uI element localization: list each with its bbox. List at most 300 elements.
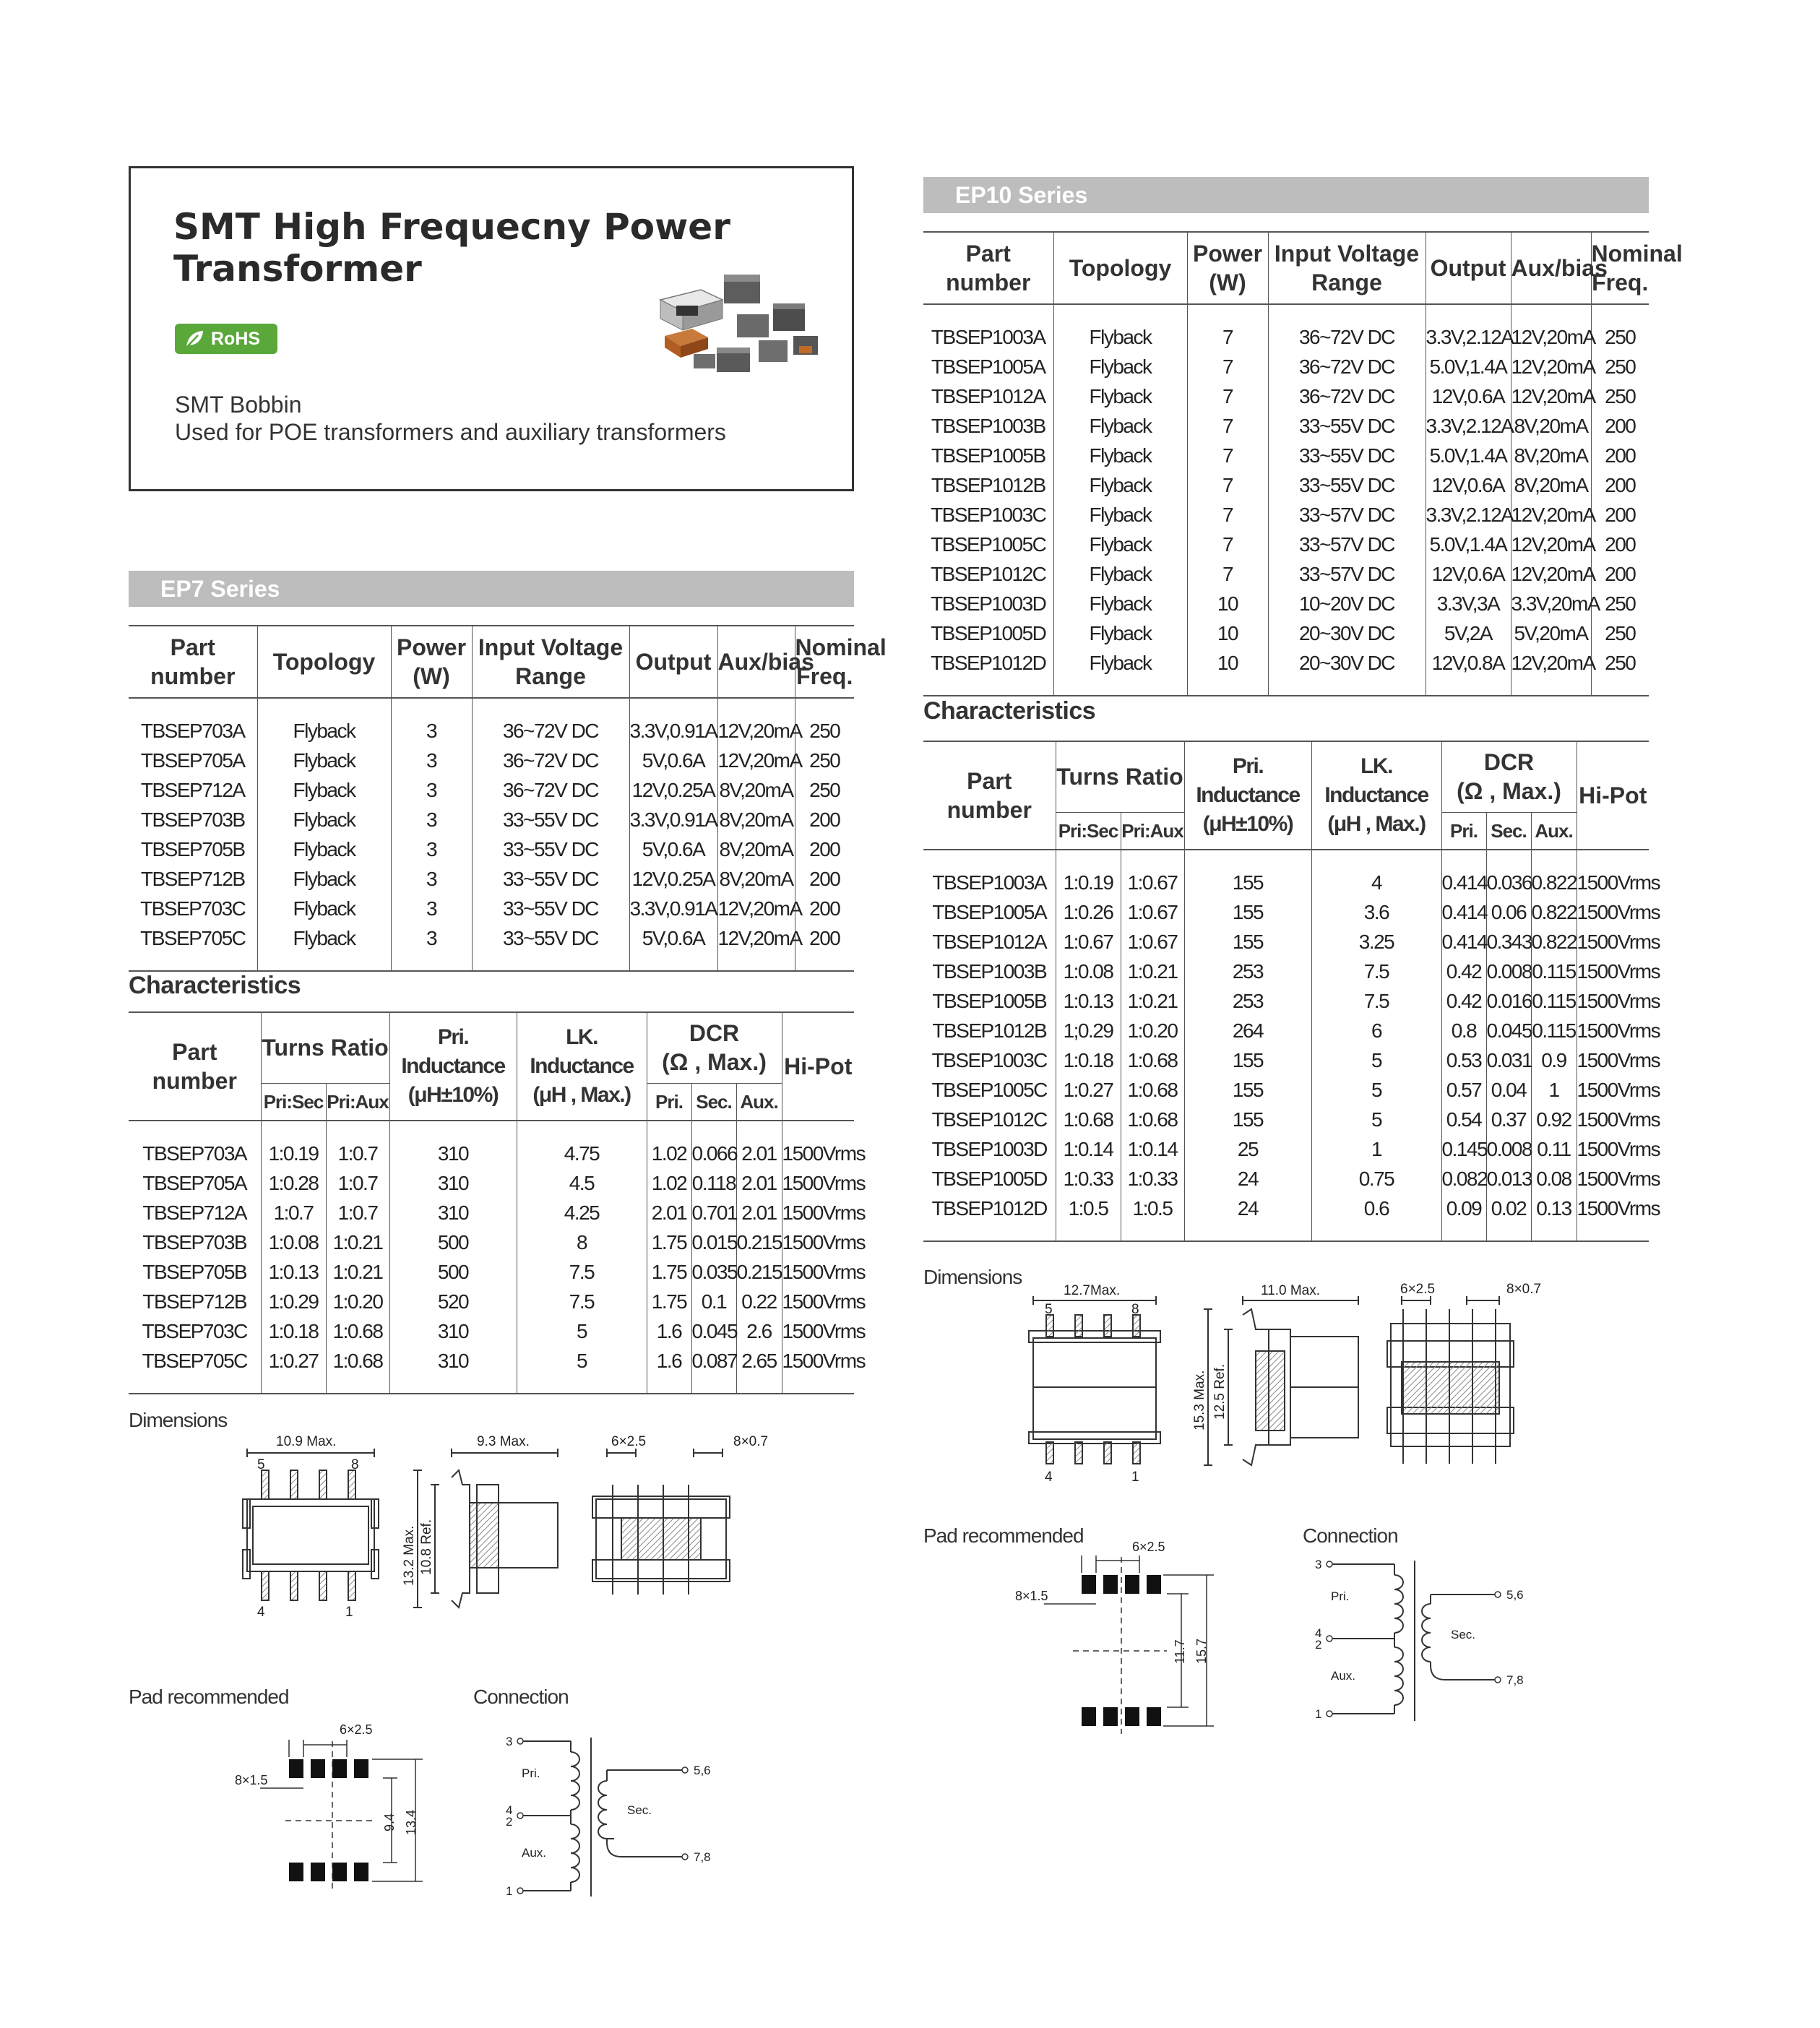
table-cell: 1:0.68 xyxy=(1121,1105,1184,1134)
table-cell: 1.75 xyxy=(647,1227,691,1257)
spacer-row xyxy=(129,1121,854,1139)
table-row xyxy=(923,500,1649,530)
table-cell: TBSEP703C xyxy=(142,1319,247,1342)
table-cell: 5 xyxy=(1311,1105,1441,1134)
svg-text:3: 3 xyxy=(506,1735,513,1748)
svg-text:7,8: 7,8 xyxy=(694,1850,711,1864)
table-cell: 3.3V,2.12A xyxy=(1426,322,1511,352)
table-cell: TBSEP1012D xyxy=(931,651,1046,674)
ep7-characteristics-table xyxy=(129,1011,866,1394)
svg-text:Pri.: Pri. xyxy=(522,1766,540,1780)
table-cell: 1;0.29 xyxy=(1056,1016,1121,1045)
table-cell: 200 xyxy=(795,923,854,953)
table-cell: 1:0.28 xyxy=(261,1168,326,1198)
table-cell: 0.53 xyxy=(1441,1045,1486,1075)
ep7-pad-outer: 13.4 xyxy=(404,1809,418,1835)
col-nominal-freq: Nominal Freq. xyxy=(1591,232,1649,304)
table-cell: Flyback xyxy=(257,864,391,894)
table-cell: TBSEP1005A xyxy=(931,355,1045,378)
rohs-badge xyxy=(175,324,277,354)
table-cell: 0.414 xyxy=(1441,927,1486,957)
table-cell: 200 xyxy=(1591,441,1649,470)
table-cell: TBSEP1003C xyxy=(931,503,1046,526)
ep7-dim-side-width: 9.3 Max. xyxy=(477,1434,530,1449)
table-cell: 1500Vrms xyxy=(782,1316,854,1346)
table-cell: 7 xyxy=(1187,559,1268,589)
table-row xyxy=(129,834,854,864)
table-cell: 0.04 xyxy=(1486,1075,1531,1105)
table-cell: 2.01 xyxy=(736,1168,782,1198)
table-cell: 1500Vrms xyxy=(782,1227,854,1257)
table-cell: 1500Vrms xyxy=(782,1139,854,1168)
col-hipot: Hi-Pot xyxy=(782,1012,854,1121)
table-cell: 2.6 xyxy=(736,1316,782,1346)
table-cell: 2.01 xyxy=(647,1198,691,1227)
table-cell: 1500Vrms xyxy=(1577,1194,1649,1223)
ep10-dim-pin-width: 8×0.7 xyxy=(1506,1282,1542,1297)
table-cell: TBSEP1005C xyxy=(931,532,1046,556)
col-part-number: Part number xyxy=(923,741,1056,850)
table-cell: 36~72V DC xyxy=(1268,352,1426,381)
spacer-row xyxy=(129,698,854,716)
table-cell: 3 xyxy=(391,716,472,746)
table-cell: TBSEP705C xyxy=(140,926,246,949)
table-cell: 12V,20mA xyxy=(1511,322,1591,352)
table-cell: 0.066 xyxy=(691,1139,736,1168)
table-cell: 7.5 xyxy=(517,1287,647,1316)
table-cell: 1:0.13 xyxy=(1056,986,1121,1016)
table-cell: 155 xyxy=(1184,897,1311,927)
table-cell: 1:0.68 xyxy=(1121,1075,1184,1105)
table-cell: Flyback xyxy=(1053,500,1187,530)
col-pri-inductance: Pri. Inductance (μH±10%) xyxy=(389,1012,517,1121)
table-cell: 36~72V DC xyxy=(1268,322,1426,352)
table-row xyxy=(923,986,1649,1016)
table-cell: 1:0.21 xyxy=(326,1227,389,1257)
col-part-number: Part number xyxy=(129,626,257,698)
ep10-pad-heading: Pad recommended xyxy=(923,1524,1084,1547)
table-cell: 1:0.21 xyxy=(1121,957,1184,986)
table-cell: 6 xyxy=(1311,1016,1441,1045)
table-cell: 1:0.18 xyxy=(261,1316,326,1346)
table-cell: 155 xyxy=(1184,927,1311,957)
table-cell: 250 xyxy=(1591,322,1649,352)
table-cell: 0.822 xyxy=(1531,897,1577,927)
table-cell: 0.045 xyxy=(691,1316,736,1346)
table-cell: 250 xyxy=(1591,381,1649,411)
svg-text:2: 2 xyxy=(506,1815,513,1829)
table-cell: 12V,20mA xyxy=(1511,352,1591,381)
svg-text:Sec.: Sec. xyxy=(627,1803,652,1817)
table-row xyxy=(129,775,854,805)
col-pri-aux: Pri:Aux xyxy=(1121,812,1184,850)
table-cell: 1500Vrms xyxy=(782,1287,854,1316)
table-row xyxy=(923,589,1649,618)
table-row xyxy=(129,1227,854,1257)
table-cell: 250 xyxy=(1591,618,1649,648)
table-cell: 1:0.27 xyxy=(1056,1075,1121,1105)
ep7-dim-height-ref: 10.8 Ref. xyxy=(419,1519,434,1575)
table-cell: 1:0.33 xyxy=(1121,1164,1184,1194)
col-pri-aux: Pri:Aux xyxy=(326,1083,389,1121)
table-cell: 1500Vrms xyxy=(1577,1045,1649,1075)
ep7-series-title: EP7 Series xyxy=(160,576,280,602)
ep10-pad-size: 8×1.5 xyxy=(1015,1589,1048,1603)
table-cell: 5V,2A xyxy=(1426,618,1511,648)
table-cell: 0.031 xyxy=(1486,1045,1531,1075)
table-row xyxy=(923,1105,1649,1134)
table-cell: 155 xyxy=(1184,868,1311,897)
table-row xyxy=(923,470,1649,500)
table-cell: 0.02 xyxy=(1486,1194,1531,1223)
table-cell: 25 xyxy=(1184,1134,1311,1164)
svg-text:Aux.: Aux. xyxy=(1331,1669,1356,1683)
table-cell: 250 xyxy=(795,716,854,746)
table-cell: 12V,0.8A xyxy=(1426,648,1511,678)
table-row xyxy=(129,746,854,775)
table-cell: 200 xyxy=(1591,500,1649,530)
table-cell: Flyback xyxy=(1053,411,1187,441)
table-cell: 33~57V DC xyxy=(1268,530,1426,559)
table-cell: 3 xyxy=(391,805,472,834)
ep7-dim-pin-width: 8×0.7 xyxy=(733,1434,769,1449)
table-cell: 1:0.7 xyxy=(261,1198,326,1227)
table-row xyxy=(923,1164,1649,1194)
table-row xyxy=(129,1257,854,1287)
table-row xyxy=(923,957,1649,986)
table-cell: TBSEP1005B xyxy=(932,989,1047,1012)
col-dcr-sec: Sec. xyxy=(691,1083,736,1121)
table-cell: 1:0.68 xyxy=(1121,1045,1184,1075)
table-cell: 1:0.29 xyxy=(261,1287,326,1316)
svg-text:3: 3 xyxy=(1315,1558,1322,1571)
col-part-number: Part number xyxy=(923,232,1053,304)
table-cell: Flyback xyxy=(257,805,391,834)
table-cell: 1:0.67 xyxy=(1056,927,1121,957)
table-row xyxy=(923,559,1649,589)
table-cell: 12V,20mA xyxy=(1511,500,1591,530)
table-row xyxy=(923,322,1649,352)
table-cell: 1:0.67 xyxy=(1121,868,1184,897)
table-cell: Flyback xyxy=(1053,530,1187,559)
col-topology: Topology xyxy=(1053,232,1187,304)
table-cell: 200 xyxy=(1591,559,1649,589)
table-cell: 0.008 xyxy=(1486,957,1531,986)
table-cell: 1500Vrms xyxy=(1577,957,1649,986)
col-dcr-pri: Pri. xyxy=(1441,812,1486,850)
ep7-connection-heading: Connection xyxy=(473,1686,569,1708)
table-cell: TBSEP1003A xyxy=(931,325,1045,348)
table-row xyxy=(129,894,854,923)
table-cell: 1:0.5 xyxy=(1121,1194,1184,1223)
table-cell: 4.75 xyxy=(517,1139,647,1168)
svg-text:5,6: 5,6 xyxy=(1506,1588,1524,1602)
ep7-dim-height: 13.2 Max. xyxy=(402,1525,417,1586)
table-cell: 250 xyxy=(1591,648,1649,678)
col-dcr: DCR (Ω , Max.) xyxy=(1441,741,1577,812)
table-cell: 3.3V,3A xyxy=(1426,589,1511,618)
table-cell: 8V,20mA xyxy=(717,805,795,834)
table-cell: 4.25 xyxy=(517,1198,647,1227)
svg-text:4: 4 xyxy=(257,1605,265,1620)
table-cell: TBSEP1005C xyxy=(931,1078,1047,1101)
table-cell: 1500Vrms xyxy=(782,1257,854,1287)
table-cell: TBSEP705A xyxy=(142,1171,247,1194)
table-cell: TBSEP1012B xyxy=(931,473,1045,496)
ep10-dim-height-ref: 12.5 Ref. xyxy=(1212,1363,1228,1420)
table-cell: 12V,20mA xyxy=(717,716,795,746)
table-cell: 7.5 xyxy=(1311,957,1441,986)
table-cell: TBSEP703B xyxy=(140,808,245,831)
table-cell: 0.09 xyxy=(1441,1194,1486,1223)
ep7-characteristics-heading: Characteristics xyxy=(129,972,301,999)
table-cell: 8V,20mA xyxy=(717,864,795,894)
table-cell: 0.118 xyxy=(691,1168,736,1198)
table-cell: 24 xyxy=(1184,1164,1311,1194)
col-power: Power (W) xyxy=(391,626,472,698)
table-cell: 0.822 xyxy=(1531,868,1577,897)
table-cell: TBSEP1012A xyxy=(932,930,1047,953)
table-cell: TBSEP705A xyxy=(140,748,245,772)
table-cell: 2.65 xyxy=(736,1346,782,1376)
table-row xyxy=(923,868,1649,897)
table-row xyxy=(923,1016,1649,1045)
ep10-series-title: EP10 Series xyxy=(955,182,1088,208)
table-row xyxy=(923,1045,1649,1075)
table-row xyxy=(923,1134,1649,1164)
table-cell: 5V,0.6A xyxy=(629,746,717,775)
table-cell: Flyback xyxy=(257,894,391,923)
col-input-voltage: Input Voltage Range xyxy=(472,626,629,698)
table-cell: 8V,20mA xyxy=(717,775,795,805)
table-cell: 2.01 xyxy=(736,1198,782,1227)
table-cell: 1500Vrms xyxy=(1577,897,1649,927)
table-cell: 1:0.18 xyxy=(1056,1045,1121,1075)
table-cell: 0.115 xyxy=(1531,957,1577,986)
ep7-dimensions-heading: Dimensions xyxy=(129,1409,228,1431)
table-cell: 3 xyxy=(391,834,472,864)
table-row xyxy=(923,381,1649,411)
table-cell: 33~57V DC xyxy=(1268,559,1426,589)
table-cell: 10 xyxy=(1187,589,1268,618)
svg-text:1: 1 xyxy=(345,1605,353,1620)
table-cell: 310 xyxy=(389,1346,517,1376)
table-cell: 5.0V,1.4A xyxy=(1426,441,1511,470)
table-cell: 250 xyxy=(1591,589,1649,618)
table-cell: 8V,20mA xyxy=(1511,411,1591,441)
table-cell: TBSEP1012A xyxy=(931,384,1045,407)
table-row xyxy=(129,1316,854,1346)
ep7-connection-diagram xyxy=(499,1723,730,1904)
table-cell: 5V,0.6A xyxy=(629,834,717,864)
svg-text:1: 1 xyxy=(1131,1470,1139,1485)
col-dcr: DCR (Ω , Max.) xyxy=(647,1012,782,1083)
page-title-line2: Transformer xyxy=(173,248,422,290)
table-cell: 7 xyxy=(1187,352,1268,381)
rohs-label: RoHS xyxy=(211,329,261,349)
table-cell: 200 xyxy=(1591,530,1649,559)
table-cell: TBSEP1005A xyxy=(932,900,1047,923)
table-cell: 3 xyxy=(391,864,472,894)
table-cell: 1.6 xyxy=(647,1346,691,1376)
table-cell: 12V,20mA xyxy=(1511,530,1591,559)
table-cell: 3.3V,2.12A xyxy=(1426,411,1511,441)
table-cell: 1:0.21 xyxy=(1121,986,1184,1016)
ep10-series-bar xyxy=(923,177,1649,213)
table-cell: TBSEP1003B xyxy=(931,414,1045,437)
table-cell: 500 xyxy=(389,1227,517,1257)
table-cell: 0.75 xyxy=(1311,1164,1441,1194)
table-cell: 10~20V DC xyxy=(1268,589,1426,618)
table-cell: 0.08 xyxy=(1531,1164,1577,1194)
table-cell: 0.6 xyxy=(1311,1194,1441,1223)
table-cell: 24 xyxy=(1184,1194,1311,1223)
table-cell: Flyback xyxy=(1053,559,1187,589)
table-cell: Flyback xyxy=(1053,618,1187,648)
table-cell: TBSEP712B xyxy=(140,867,245,890)
table-cell: 7 xyxy=(1187,470,1268,500)
ep7-dim-width: 10.9 Max. xyxy=(276,1434,337,1449)
table-row xyxy=(129,923,854,953)
svg-text:1: 1 xyxy=(506,1884,513,1898)
table-cell: 310 xyxy=(389,1139,517,1168)
table-cell: 1 xyxy=(1531,1075,1577,1105)
table-cell: 33~55V DC xyxy=(472,864,629,894)
table-cell: 1:0.19 xyxy=(261,1139,326,1168)
table-row xyxy=(923,1194,1649,1223)
table-cell: 0.37 xyxy=(1486,1105,1531,1134)
table-cell: 5 xyxy=(517,1346,647,1376)
svg-text:7,8: 7,8 xyxy=(1506,1673,1524,1687)
svg-text:4: 4 xyxy=(1045,1470,1053,1485)
ep10-characteristics-body xyxy=(923,850,1660,1241)
table-cell: Flyback xyxy=(257,923,391,953)
table-cell: 0.8 xyxy=(1441,1016,1486,1045)
col-hipot: Hi-Pot xyxy=(1577,741,1649,850)
ep7-pad-inner: 9.4 xyxy=(382,1813,397,1831)
table-cell: 310 xyxy=(389,1168,517,1198)
ep10-connection-diagram xyxy=(1308,1553,1546,1734)
table-cell: 1 xyxy=(1311,1134,1441,1164)
page-title-line1: SMT High Frequecny Power xyxy=(173,206,730,248)
table-cell: 3 xyxy=(391,923,472,953)
table-cell: TBSEP1003A xyxy=(932,871,1047,894)
table-cell: TBSEP1005D xyxy=(931,1167,1047,1190)
table-cell: 7 xyxy=(1187,530,1268,559)
table-row xyxy=(129,805,854,834)
svg-text:8: 8 xyxy=(351,1457,359,1472)
table-cell: 1.75 xyxy=(647,1287,691,1316)
svg-text:Aux.: Aux. xyxy=(522,1846,547,1860)
table-row xyxy=(129,716,854,746)
table-cell: Flyback xyxy=(257,775,391,805)
ep10-pad-drawing xyxy=(1008,1535,1239,1734)
table-cell: 2.01 xyxy=(736,1139,782,1168)
table-cell: 0.343 xyxy=(1486,927,1531,957)
col-turns-ratio: Turns Ratio xyxy=(261,1012,389,1083)
table-cell: 12V,20mA xyxy=(717,923,795,953)
table-cell: Flyback xyxy=(1053,470,1187,500)
table-cell: TBSEP703C xyxy=(140,897,246,920)
col-input-voltage: Input Voltage Range xyxy=(1268,232,1426,304)
ep7-pad-pitch: 6×2.5 xyxy=(340,1722,373,1737)
spacer-row xyxy=(129,1376,854,1394)
table-cell: 1:0.68 xyxy=(1056,1105,1121,1134)
table-cell: 3 xyxy=(391,746,472,775)
table-cell: 3 xyxy=(391,894,472,923)
table-cell: 3.3V,0.91A xyxy=(629,716,717,746)
table-cell: Flyback xyxy=(1053,648,1187,678)
ep10-characteristics-table xyxy=(923,741,1660,1242)
table-cell: TBSEP705C xyxy=(142,1349,247,1372)
ep7-characteristics-body xyxy=(129,1121,866,1394)
table-cell: 0.414 xyxy=(1441,897,1486,927)
table-row xyxy=(923,897,1649,927)
table-cell: 12V,0.6A xyxy=(1426,470,1511,500)
ep7-series-bar xyxy=(129,571,854,607)
spacer-row xyxy=(923,850,1649,868)
ep7-pad-drawing xyxy=(231,1712,448,1893)
spacer-row xyxy=(129,953,854,971)
table-cell: 1:0.67 xyxy=(1121,927,1184,957)
table-cell: 0.13 xyxy=(1531,1194,1577,1223)
ep10-dim-width: 12.7Max. xyxy=(1064,1283,1121,1298)
table-cell: 12V,20mA xyxy=(1511,381,1591,411)
table-row xyxy=(923,530,1649,559)
table-cell: 10 xyxy=(1187,648,1268,678)
svg-text:4: 4 xyxy=(1315,1626,1322,1640)
table-cell: 7 xyxy=(1187,381,1268,411)
table-cell: 0.57 xyxy=(1441,1075,1486,1105)
table-cell: 0.015 xyxy=(691,1227,736,1257)
table-cell: 20~30V DC xyxy=(1268,618,1426,648)
table-cell: 8V,20mA xyxy=(717,834,795,864)
table-cell: 0.215 xyxy=(736,1227,782,1257)
ep7-pad-heading: Pad recommended xyxy=(129,1686,289,1708)
table-cell: TBSEP712B xyxy=(142,1290,247,1313)
table-cell: 33~55V DC xyxy=(472,805,629,834)
table-row xyxy=(129,864,854,894)
table-cell: 33~57V DC xyxy=(1268,500,1426,530)
col-pri-sec: Pri:Sec xyxy=(261,1083,326,1121)
table-row xyxy=(923,618,1649,648)
table-cell: 5.0V,1.4A xyxy=(1426,530,1511,559)
table-cell: TBSEP1003C xyxy=(931,1048,1047,1071)
table-cell: 264 xyxy=(1184,1016,1311,1045)
table-cell: 0.414 xyxy=(1441,868,1486,897)
ep10-dim-pitch: 6×2.5 xyxy=(1400,1282,1436,1297)
table-cell: 155 xyxy=(1184,1075,1311,1105)
table-cell: 0.115 xyxy=(1531,986,1577,1016)
col-lk-inductance: LK. Inductance (μH , Max.) xyxy=(517,1012,647,1121)
table-cell: 0.036 xyxy=(1486,868,1531,897)
table-cell: 33~55V DC xyxy=(1268,411,1426,441)
col-pri-sec: Pri:Sec xyxy=(1056,812,1121,850)
table-cell: 310 xyxy=(389,1198,517,1227)
table-cell: 33~55V DC xyxy=(472,894,629,923)
ep7-dimension-drawing xyxy=(231,1427,809,1658)
table-cell: 1:0.20 xyxy=(1121,1016,1184,1045)
table-cell: 1:0.7 xyxy=(326,1198,389,1227)
table-cell: 7 xyxy=(1187,441,1268,470)
ep10-characteristics-heading: Characteristics xyxy=(923,697,1096,725)
table-row xyxy=(129,1346,854,1376)
table-cell: 36~72V DC xyxy=(472,775,629,805)
table-cell: 1:0.7 xyxy=(326,1168,389,1198)
ep10-pad-pitch: 6×2.5 xyxy=(1132,1540,1165,1554)
product-photo xyxy=(650,271,824,387)
table-cell: 3.3V,20mA xyxy=(1511,589,1591,618)
